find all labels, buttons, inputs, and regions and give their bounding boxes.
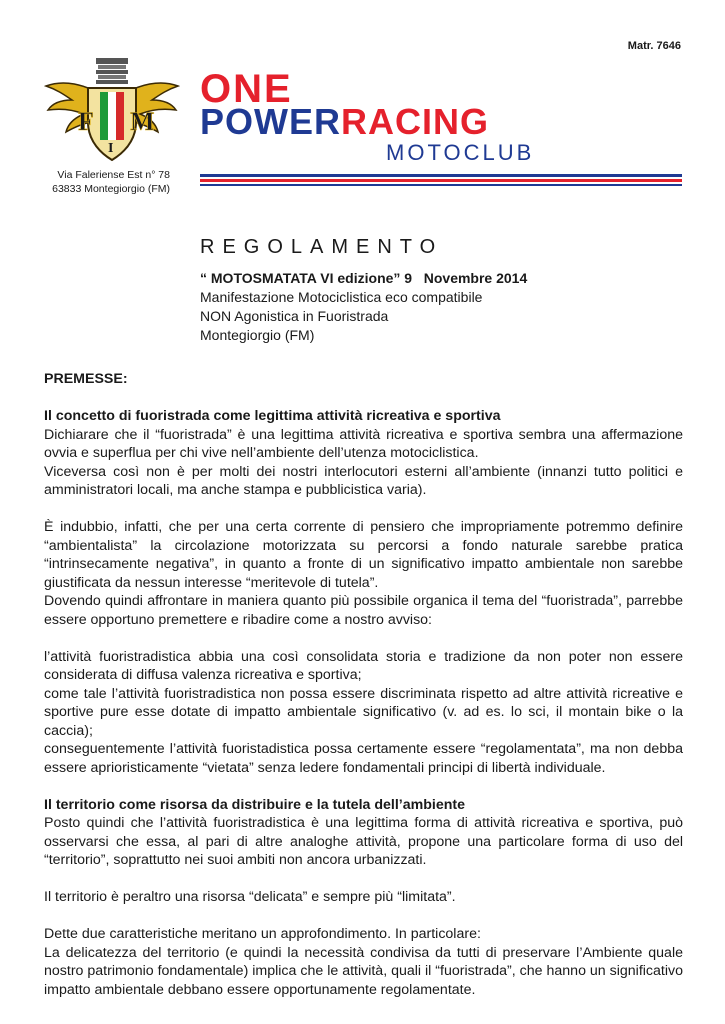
brand-one: ONE: [200, 68, 293, 111]
emblem-letter-m: M: [130, 107, 155, 136]
paragraph: Dette due caratteristiche meritano un approfondimento. In particolare:: [44, 926, 481, 942]
paragraph: Dichiarare che il “fuoristrada” è una legittima attività ricreativa e sportiva sembra una affermazione ovvia e superflua per chi vive nell’ambiente dell’utenza motociclistica.: [44, 426, 683, 461]
paragraph: conseguentemente l’attività fuoristadistica possa certamente essere “regolamentata”, ma non debba essere aprioristicamente “vietata” senza ledere fondamentali principi di libertà individuale.: [44, 741, 683, 776]
paragraph: Dovendo quindi affrontare in maniera quanto più possibile organica il tema del “fuoristrada”, parrebbe essere opportuno premettere e ribadire come a nostro avviso:: [44, 593, 683, 628]
document-body: [44, 370, 683, 999]
heading-territorio: Il territorio come risorsa da distribuire e la tutela dell’ambiente: [44, 796, 466, 813]
event-description-2: NON Agonistica in Fuoristrada: [200, 308, 389, 324]
registration-number: Matr. 7646: [627, 40, 681, 52]
heading-fuoristrada: Il concetto di fuoristrada come legittima attività ricreativa e sportiva: [44, 408, 501, 424]
paragraph: Posto quindi che l’attività fuoristradistica è una legittima forma di attività ricreativa e sportiva, può osservarsi che essa, al pari di altre analoghe attività, propone una particolare forma di uso del “territorio”, soprattutto nei suoi ambiti non ancora urbanizzati.: [44, 815, 683, 868]
one-power-racing-logo: [200, 68, 580, 168]
emblem-letter-i: I: [108, 141, 114, 156]
brand-motoclub: MOTOCLUB: [386, 140, 535, 165]
stripe-blue-thin: [200, 184, 682, 186]
page-title: REGOLAMENTO: [200, 236, 444, 258]
fmi-emblem-logo: [44, 52, 180, 164]
stripe-blue: [200, 174, 682, 177]
emblem-letter-f: F: [78, 107, 94, 136]
brand-racing: RACING: [341, 101, 490, 142]
brand-power: POWER: [200, 101, 342, 142]
paragraph: l’attività fuoristradistica abbia una così consolidata storia e tradizione da non poter non essere considerata di diffusa valenza ricreativa e sportiva;: [44, 648, 683, 683]
paragraph: È indubbio, infatti, che per una certa corrente di pensiero che impropriamente potremmo definire “ambientalista” la circolazione motorizzata su percorsi a fondo naturale sarebbe pratica “intrinsecamente negativa”, in quanto a fronte di un significativo impatto ambientale non sarebbe giustificata da nessun interesse “meritevole di tutela”.: [44, 519, 683, 591]
event-description-1: Manifestazione Motociclistica eco compatibile: [200, 289, 483, 305]
paragraph: Il territorio è peraltro una risorsa “delicata” e sempre più “limitata”.: [44, 889, 456, 905]
svg-text:POWERRACING: [200, 101, 489, 142]
address-line-2: 63833 Montegiorgio (FM): [52, 183, 170, 195]
club-address: [40, 168, 170, 196]
section-premesse: PREMESSE:: [44, 371, 128, 387]
stripe-red: [200, 179, 682, 182]
event-title: “ MOTOSMATATA VI edizione” 9 Novembre 2014: [200, 270, 528, 286]
header-stripe: [200, 174, 682, 188]
paragraph: La delicatezza del territorio (e quindi la necessità condivisa da tutti di preservare l’Ambiente quale nostro patrimonio fondamentale) implica che le attività, quali il “fuoristrada”, che hanno un significativo impatto ambientale debbano essere opportunamente regolamentate.: [44, 944, 683, 998]
event-location: Montegiorgio (FM): [200, 327, 315, 343]
title-block: [200, 236, 680, 345]
address-line-1: Via Faleriense Est n° 78: [57, 169, 170, 181]
paragraph: come tale l’attività fuoristradistica non possa essere discriminata rispetto ad altre attività ricreative e sportive pure esse dotate di impatto ambientale significativo (v. ad es. lo sci, il montain bike o la caccia);: [44, 685, 683, 739]
paragraph: Viceversa così non è per molti dei nostri interlocutori esterni all’ambiente (innanzi tutto politici e amministratori locali, ma anche stampa e pubblicistica varia).: [44, 463, 683, 498]
